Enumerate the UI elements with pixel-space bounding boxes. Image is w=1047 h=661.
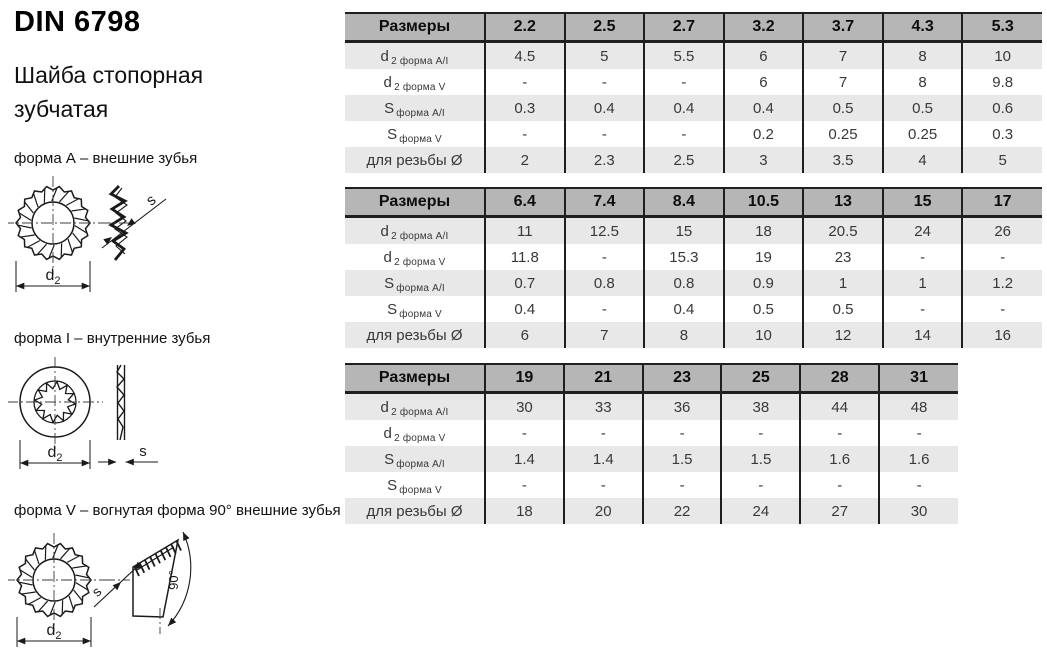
dimension-value-cell: 2.3 — [565, 147, 645, 173]
size-column-header: 17 — [962, 188, 1042, 217]
table-header-row — [345, 13, 1042, 42]
dimension-value-cell: - — [800, 472, 879, 498]
form-i-drawing — [8, 352, 248, 477]
dimension-value-cell: - — [883, 244, 963, 270]
dimension-value-cell: - — [721, 472, 800, 498]
dimensions-table — [345, 363, 958, 524]
dimension-value-cell: 0.25 — [883, 121, 963, 147]
row-label: S $_{форма V}$ — [345, 296, 485, 322]
size-column-header: 19 — [485, 364, 564, 393]
dimension-value-cell: 6 — [724, 42, 804, 70]
dimension-value-cell: - — [1000, 248, 1006, 266]
dimension-value-cell: 0.4 — [644, 95, 724, 121]
size-column-header: 3.7 — [803, 13, 883, 42]
dimension-value-cell: 2.5 — [644, 147, 724, 173]
size-column-header: 7.4 — [565, 188, 645, 217]
row-label: для резьбы Ø — [345, 498, 485, 524]
dimension-value-cell: 6 — [724, 69, 804, 95]
dimension-value-cell: 0.8 — [644, 270, 724, 296]
s-dimension-label: s — [143, 191, 160, 210]
dimension-arrow — [83, 638, 91, 645]
dimension-value-cell: 0.5 — [724, 296, 804, 322]
dimension-arrow — [82, 460, 90, 467]
dimension-value-cell: 0.8 — [565, 270, 645, 296]
table-header-row — [345, 364, 958, 393]
dimension-value-cell: - — [643, 472, 722, 498]
dimension-value-cell: - — [800, 420, 879, 446]
dimension-value-cell: 1 — [883, 270, 963, 296]
dimension-value-cell: 1.6 — [800, 446, 879, 472]
dimension-value-cell: 12.5 — [565, 217, 645, 245]
dimension-value-cell: 11.8 — [485, 244, 565, 270]
dimension-value-cell: 20.5 — [803, 217, 883, 245]
dimension-value-cell: 2 — [485, 147, 565, 173]
dimension-value-cell: 0.25 — [803, 121, 883, 147]
table-header-row — [345, 188, 1042, 217]
dimension-value-cell: 4.5 — [485, 42, 565, 70]
dimension-value-cell: 0.5 — [803, 95, 883, 121]
table-row — [345, 69, 1042, 95]
size-column-header: 10.5 — [724, 188, 804, 217]
dimension-value-cell: 7 — [565, 322, 645, 348]
size-column-header: 13 — [803, 188, 883, 217]
row-label: S $_{форма А/I}$ — [345, 446, 485, 472]
dimension-value-cell: 30 — [910, 502, 928, 520]
dimension-value-cell: - — [564, 472, 643, 498]
table-row — [345, 393, 958, 421]
dimension-value-cell: - — [916, 476, 922, 494]
s-dimension-label: s — [139, 443, 147, 460]
dimension-value-cell: 14 — [883, 322, 963, 348]
row-label: S $_{форма V}$ — [345, 472, 485, 498]
dimension-value-cell: 9.8 — [992, 73, 1014, 91]
table-row — [345, 446, 958, 472]
dimension-value-cell: 8 — [883, 69, 963, 95]
dimension-value-cell: 7 — [803, 42, 883, 70]
dimension-value-cell: 10 — [994, 47, 1012, 65]
dimension-value-cell: 44 — [800, 393, 879, 421]
dimension-value-cell: 0.6 — [992, 99, 1014, 117]
row-label: d $_{2 форма V}$ — [345, 420, 485, 446]
dimension-arrow — [126, 459, 134, 466]
header-label-cell: Размеры — [345, 364, 485, 393]
table-row — [345, 472, 958, 498]
dimension-value-cell: 3.5 — [803, 147, 883, 173]
dimension-arrow — [17, 638, 25, 645]
dimension-value-cell: - — [485, 420, 564, 446]
dimension-value-cell: 7 — [803, 69, 883, 95]
dimension-value-cell: 0.4 — [644, 296, 724, 322]
size-column-header: 3.2 — [724, 13, 804, 42]
row-label: S $_{форма V}$ — [345, 121, 485, 147]
dimension-value-cell: 1.5 — [721, 446, 800, 472]
dimension-value-cell: 1.6 — [908, 450, 930, 468]
row-label: для резьбы Ø — [345, 147, 485, 173]
dimension-value-cell: 1.2 — [992, 274, 1014, 292]
dimension-value-cell: 0.5 — [883, 95, 963, 121]
form-v-drawing — [8, 520, 298, 661]
dimension-value-cell: 23 — [803, 244, 883, 270]
dimension-value-cell: - — [485, 121, 565, 147]
dimension-value-cell: 0.9 — [724, 270, 804, 296]
dimension-arrow — [16, 283, 24, 290]
dimension-value-cell: 5 — [565, 42, 645, 70]
row-label: S $_{форма А/I}$ — [345, 95, 485, 121]
dimension-value-cell: 38 — [721, 393, 800, 421]
size-column-header: 4.3 — [883, 13, 963, 42]
dimension-value-cell: 3 — [724, 147, 804, 173]
table-row — [345, 217, 1042, 245]
size-column-header: 5.3 — [962, 13, 1042, 42]
dimension-value-cell: 15.3 — [644, 244, 724, 270]
row-label: для резьбы Ø — [345, 322, 485, 348]
dimension-value-cell: 10 — [724, 322, 804, 348]
size-column-header: 2.7 — [644, 13, 724, 42]
size-column-header: 21 — [564, 364, 643, 393]
form-i-caption: форма I – внутренние зубья — [14, 330, 211, 347]
dimension-value-cell: 0.3 — [992, 125, 1014, 143]
dimension-value-cell: 1.5 — [643, 446, 722, 472]
row-label: d $_{2 форма А/I}$ — [345, 393, 485, 421]
header-label-cell: Размеры — [345, 13, 485, 42]
dimension-value-cell: - — [644, 69, 724, 95]
dimension-value-cell: 19 — [724, 244, 804, 270]
dimension-value-cell: 1.4 — [564, 446, 643, 472]
dimension-arrow — [20, 460, 28, 467]
table-row — [345, 121, 1042, 147]
dimensions-table — [345, 187, 1042, 348]
dimension-arrow — [82, 283, 90, 290]
size-column-header: 25 — [721, 364, 800, 393]
dimension-value-cell: 0.7 — [485, 270, 565, 296]
dimension-value-cell: - — [485, 69, 565, 95]
dimension-value-cell: 24 — [883, 217, 963, 245]
table-row — [345, 147, 1042, 173]
dimension-value-cell: 6 — [485, 322, 565, 348]
dimension-value-cell: 0.4 — [485, 296, 565, 322]
table-row — [345, 420, 958, 446]
dimension-value-cell: - — [485, 472, 564, 498]
dimension-value-cell: - — [643, 420, 722, 446]
dimension-value-cell: - — [565, 296, 645, 322]
s-dimension-label: s — [88, 583, 105, 600]
dimension-value-cell: 12 — [803, 322, 883, 348]
dimension-value-cell: - — [916, 424, 922, 442]
size-column-header: 15 — [883, 188, 963, 217]
table-row — [345, 498, 958, 524]
dimension-value-cell: 16 — [994, 326, 1012, 344]
dimension-value-cell: - — [564, 420, 643, 446]
dimension-arrow — [108, 459, 116, 466]
dimension-value-cell: 26 — [994, 222, 1012, 240]
standard-title: DIN 6798 — [14, 6, 141, 38]
dimension-value-cell: - — [721, 420, 800, 446]
dimension-value-cell: 22 — [643, 498, 722, 524]
row-label: d $_{2 форма V}$ — [345, 69, 485, 95]
row-label: d $_{2 форма А/I}$ — [345, 42, 485, 70]
d2-dimension-label: $d_2$ — [47, 444, 63, 464]
form-a-caption: форма А – внешние зубья — [14, 150, 198, 167]
size-column-header: 2.5 — [565, 13, 645, 42]
form-a-drawing — [8, 168, 248, 328]
dimension-value-cell: 24 — [721, 498, 800, 524]
size-column-header: 23 — [643, 364, 722, 393]
size-column-header: 2.2 — [485, 13, 565, 42]
dimension-value-cell: 5.5 — [644, 42, 724, 70]
dimension-value-cell: - — [883, 296, 963, 322]
dimension-value-cell: 5 — [998, 151, 1007, 169]
dimension-value-cell: 20 — [564, 498, 643, 524]
table-row — [345, 244, 1042, 270]
row-label: d $_{2 форма А/I}$ — [345, 217, 485, 245]
dimension-value-cell: 0.5 — [803, 296, 883, 322]
dimension-value-cell: 11 — [485, 217, 565, 245]
dimension-value-cell: 1.4 — [485, 446, 564, 472]
header-label-cell: Размеры — [345, 188, 485, 217]
dimension-value-cell: - — [565, 244, 645, 270]
table-row — [345, 42, 1042, 70]
dimension-value-cell: 4 — [883, 147, 963, 173]
d2-dimension-label: $d_2$ — [45, 267, 61, 287]
dimension-value-cell: 8 — [883, 42, 963, 70]
table-row — [345, 95, 1042, 121]
table-row — [345, 296, 1042, 322]
dimension-value-cell: 18 — [485, 498, 564, 524]
dimension-value-cell: 48 — [910, 398, 928, 416]
dimension-value-cell: 0.3 — [485, 95, 565, 121]
size-column-header: 31 — [879, 364, 958, 393]
d2-dimension-label: $d_2$ — [46, 622, 62, 642]
dimension-value-cell: - — [565, 121, 645, 147]
table-row — [345, 270, 1042, 296]
dimension-value-cell: 36 — [643, 393, 722, 421]
dimension-value-cell: - — [644, 121, 724, 147]
dimension-value-cell: 0.4 — [724, 95, 804, 121]
dimension-value-cell: 8 — [644, 322, 724, 348]
dimension-arrow — [168, 618, 176, 626]
dimension-value-cell: - — [1000, 300, 1006, 318]
dimension-value-cell: 27 — [800, 498, 879, 524]
dimension-value-cell: - — [565, 69, 645, 95]
size-column-header: 8.4 — [644, 188, 724, 217]
dimension-value-cell: 15 — [644, 217, 724, 245]
dimensions-table — [345, 12, 1042, 173]
form-v-caption: форма V – вогнутая форма 90° внешние зубья — [14, 502, 341, 519]
size-column-header: 28 — [800, 364, 879, 393]
row-label: d $_{2 форма V}$ — [345, 244, 485, 270]
angle-90-label: 90° — [166, 570, 181, 590]
dimension-value-cell: 33 — [564, 393, 643, 421]
dimension-value-cell: 18 — [724, 217, 804, 245]
dimension-value-cell: 1 — [803, 270, 883, 296]
dimension-value-cell: 30 — [485, 393, 564, 421]
dimension-arrow — [127, 218, 136, 226]
size-column-header: 6.4 — [485, 188, 565, 217]
table-row — [345, 322, 1042, 348]
dimension-value-cell: 0.2 — [724, 121, 804, 147]
row-label: S $_{форма А/I}$ — [345, 270, 485, 296]
product-name: Шайба стопорная зубчатая — [14, 62, 204, 122]
dimension-value-cell: 0.4 — [565, 95, 645, 121]
